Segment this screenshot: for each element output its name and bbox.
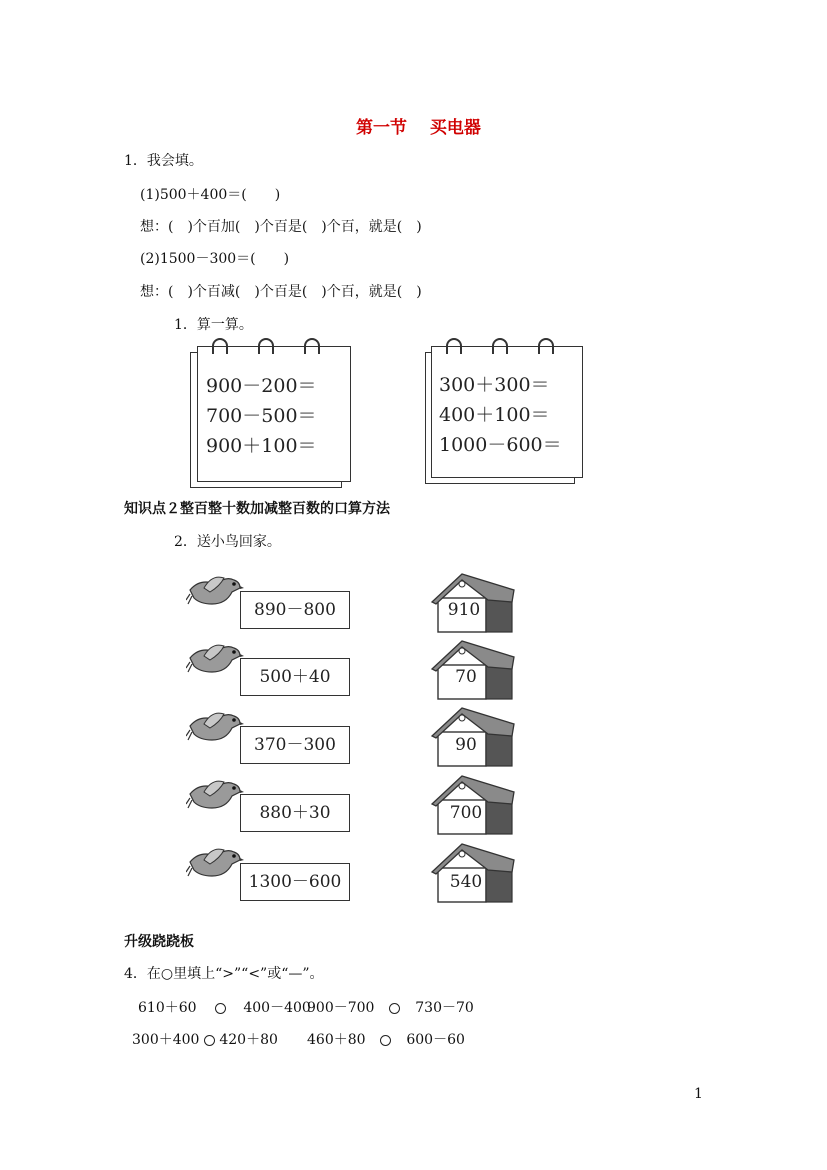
answer-circle[interactable]: [204, 1035, 215, 1046]
calc-right-line-2: 400＋100＝: [439, 404, 550, 426]
ring-icon: [212, 338, 228, 354]
bird-expression-5: 1300－600: [240, 863, 350, 901]
house-number-3: 90: [455, 735, 477, 755]
calc-left-line-2: 700－500＝: [206, 405, 317, 427]
house-number-2: 70: [455, 667, 477, 687]
q4-row-1-b: [307, 997, 474, 1017]
q4-row-1-b-right: 730－70: [415, 1000, 474, 1016]
ring-icon: [492, 338, 508, 354]
q1-think-2: 想：( )个百减( )个百是( )个百，就是( ): [140, 284, 422, 300]
q1-problem-1: (1)500＋400＝( ): [140, 187, 281, 203]
page-title: 第一节 买电器: [356, 118, 481, 138]
bird-icon: [186, 638, 244, 682]
bird-expression-3: 370－300: [240, 726, 350, 764]
answer-circle[interactable]: [215, 1003, 226, 1014]
bird-expression-1: 890－800: [240, 591, 350, 629]
q4-row-2-b: [307, 1029, 465, 1049]
calc-right-line-1: 300＋300＝: [439, 374, 550, 396]
calc-right-line-3: 1000－600＝: [439, 434, 562, 456]
answer-circle[interactable]: [389, 1003, 400, 1014]
q4-row-1-a: [138, 997, 311, 1017]
q4-row-1-b-left: 900－700: [307, 1000, 375, 1016]
ring-icon: [258, 338, 274, 354]
bird-icon: [186, 706, 244, 750]
house-number-4: 700: [449, 803, 483, 823]
q4-row-2-b-left: 460＋80: [307, 1032, 366, 1048]
q4-row-2-a-right: 420＋80: [219, 1032, 278, 1048]
bird-expression-4: 880＋30: [240, 794, 350, 832]
answer-circle[interactable]: [380, 1035, 391, 1046]
calc-left-line-1: 900－200＝: [206, 375, 317, 397]
calc-label: 1．算一算。: [174, 317, 253, 333]
q4-row-2-a: [132, 1029, 278, 1049]
q4-row-1-a-right: 400－400: [243, 1000, 311, 1016]
birds-label: 2．送小鸟回家。: [174, 534, 281, 550]
ring-icon: [446, 338, 462, 354]
advance-heading: 升级跷跷板: [124, 934, 194, 950]
q4-row-2-a-left: 300＋400: [132, 1032, 200, 1048]
calc-left-line-3: 900＋100＝: [206, 435, 317, 457]
page-number: 1: [694, 1086, 703, 1102]
bird-icon: [186, 774, 244, 818]
q4-row-2-b-right: 600－60: [406, 1032, 465, 1048]
q4-row-1-a-left: 610＋60: [138, 1000, 197, 1016]
q1-label: 1．我会填。: [124, 153, 203, 169]
q4-label: 4．在○里填上“>”“<”或“—”。: [124, 966, 324, 982]
bird-icon: [186, 570, 244, 614]
bird-icon: [186, 842, 244, 886]
q1-think-1: 想：( )个百加( )个百是( )个百，就是( ): [140, 219, 422, 235]
bird-expression-2: 500＋40: [240, 658, 350, 696]
q1-problem-2: (2)1500－300＝( ): [140, 251, 290, 267]
ring-icon: [538, 338, 554, 354]
house-number-5: 540: [449, 872, 483, 892]
knowledge-heading: 知识点２整百整十数加减整百数的口算方法: [124, 501, 390, 517]
house-number-1: 910: [447, 600, 481, 620]
ring-icon: [304, 338, 320, 354]
